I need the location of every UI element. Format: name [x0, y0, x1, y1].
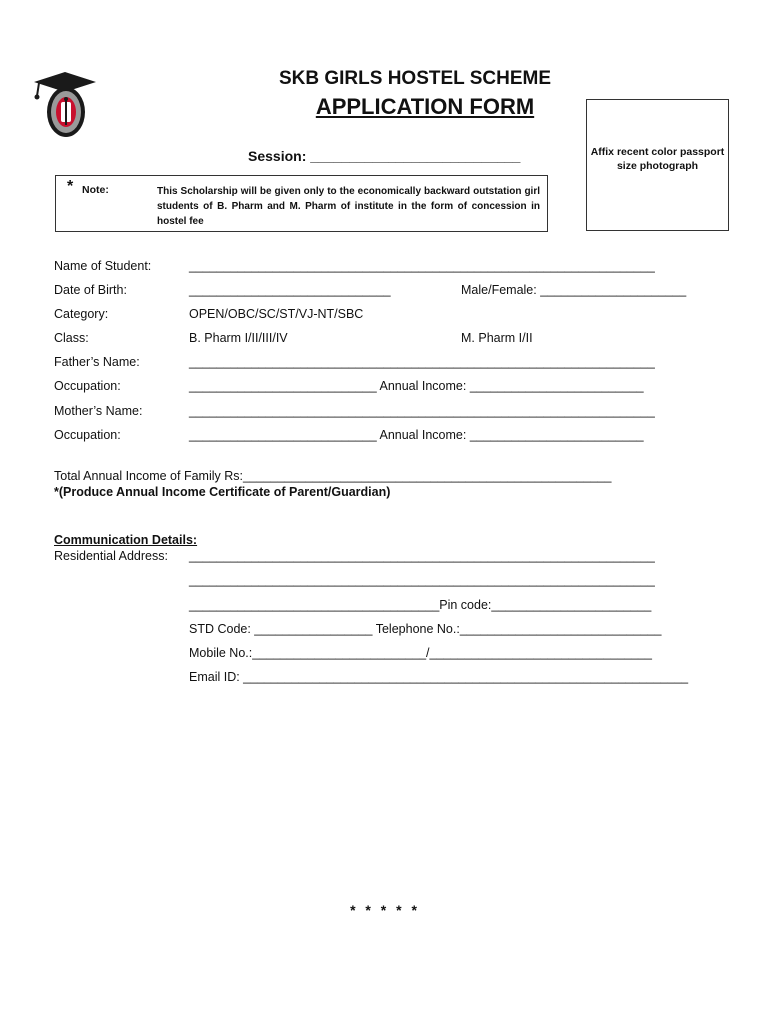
father-name-field[interactable]: ___________________________________________________________________	[189, 355, 655, 369]
name-label: Name of Student:	[54, 259, 152, 273]
note-text: This Scholarship will be given only to the economically backward outstation girl students of B. Pharm and M. Pharm of institute in the form of concession in hostel fee	[157, 186, 540, 227]
session-field[interactable]: Session: ___________________________	[248, 148, 521, 164]
category-options[interactable]: OPEN/OBC/SC/ST/VJ-NT/SBC	[189, 307, 364, 321]
class-label: Class:	[54, 331, 89, 345]
class-mpharm-option[interactable]: M. Pharm I/II	[461, 331, 533, 345]
note-label: Note:	[82, 184, 109, 196]
communication-heading: Communication Details:	[54, 533, 198, 547]
mother-name-field[interactable]: ___________________________________________________________________	[189, 404, 655, 418]
father-name-label: Father’s Name:	[54, 355, 140, 369]
father-occupation-income-field[interactable]: ___________________________ Annual Income: _________________________	[189, 379, 644, 393]
category-label: Category:	[54, 307, 109, 321]
note-star: *	[67, 178, 74, 195]
email-field[interactable]: Email ID: ________________________________________________________________	[189, 670, 689, 684]
dob-field[interactable]: _____________________________	[189, 283, 391, 297]
address-line-3-pincode[interactable]: ____________________________________Pin code:_______________________	[189, 598, 652, 612]
dob-label: Date of Birth:	[54, 283, 127, 297]
mother-name-label: Mother’s Name:	[54, 404, 143, 418]
mother-occupation-income-field[interactable]: ___________________________ Annual Income: _________________________	[189, 428, 644, 442]
end-mark: * * * * *	[350, 902, 420, 918]
address-line-1[interactable]: ___________________________________________________________________	[189, 549, 655, 563]
income-certificate-note: *(Produce Annual Income Certificate of Parent/Guardian)	[54, 485, 391, 499]
mobile-field[interactable]: Mobile No.:_________________________/________________________________	[189, 646, 652, 660]
photo-instruction: Affix recent color passport size photograph	[590, 146, 725, 172]
address-line-2[interactable]: ___________________________________________________________________	[189, 573, 655, 587]
total-income-field[interactable]: Total Annual Income of Family Rs:_____________________________________________________	[54, 469, 612, 483]
form-title: SKB GIRLS HOSTEL SCHEME	[278, 68, 551, 89]
address-label: Residential Address:	[54, 549, 168, 563]
name-field[interactable]: ___________________________________________________________________	[189, 259, 655, 273]
gender-field[interactable]: Male/Female: _____________________	[461, 283, 687, 297]
mother-occupation-label: Occupation:	[54, 428, 121, 442]
form-subtitle: APPLICATION FORM	[315, 94, 535, 119]
class-bpharm-option[interactable]: B. Pharm I/II/III/IV	[189, 331, 288, 345]
std-telephone-field[interactable]: STD Code: _________________ Telephone No.:_____________________________	[189, 622, 662, 636]
father-occupation-label: Occupation:	[54, 379, 121, 393]
